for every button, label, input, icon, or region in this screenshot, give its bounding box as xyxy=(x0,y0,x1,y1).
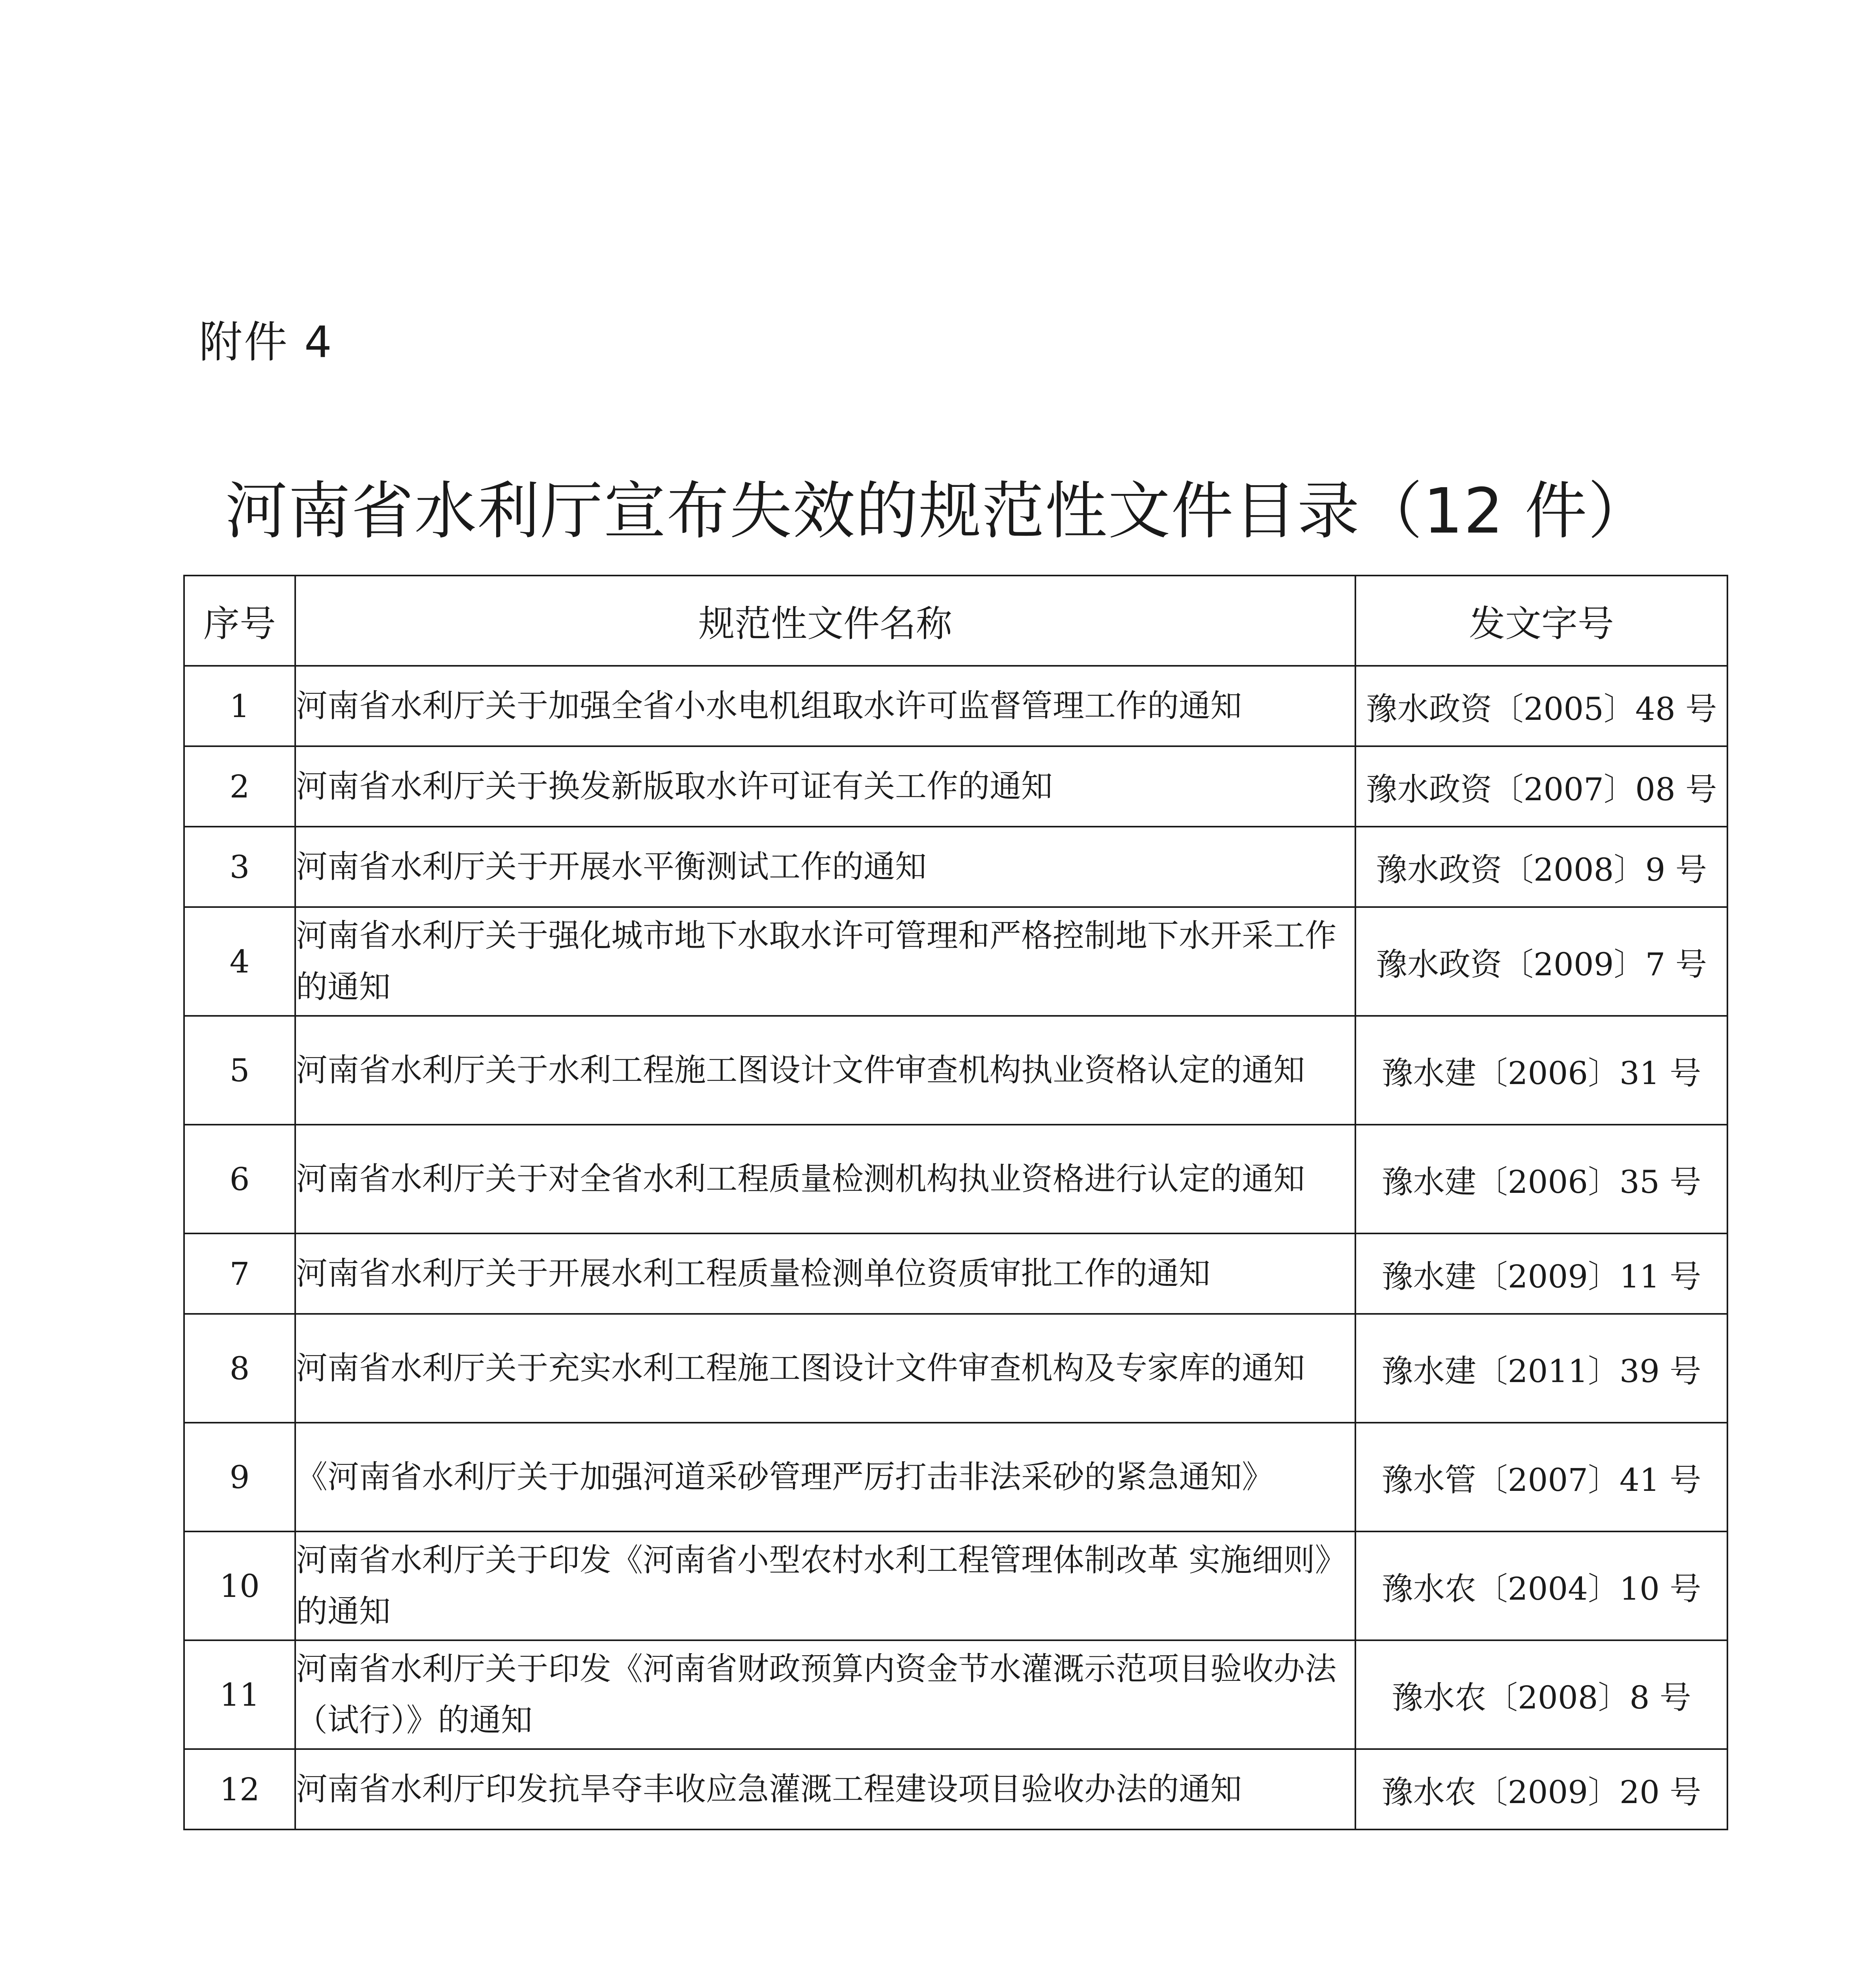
table-row xyxy=(184,746,1727,827)
table-row xyxy=(184,1125,1727,1233)
row-document-name: 河南省水利厅关于加强全省小水电机组取水许可监督管理工作的通知 xyxy=(295,666,1355,746)
row-document-code: 豫水建〔2006〕35 号 xyxy=(1355,1125,1727,1233)
row-document-name: 河南省水利厅印发抗旱夺丰收应急灌溉工程建设项目验收办法的通知 xyxy=(295,1749,1355,1829)
row-document-code: 豫水政资〔2007〕08 号 xyxy=(1355,746,1727,827)
row-document-code: 豫水建〔2006〕31 号 xyxy=(1355,1016,1727,1125)
header-serial-number: 序号 xyxy=(184,576,295,666)
row-document-code: 豫水政资〔2008〕9 号 xyxy=(1355,827,1727,907)
row-document-name: 河南省水利厅关于强化城市地下水取水许可管理和严格控制地下水开采工作的通知 xyxy=(295,907,1355,1016)
row-document-code: 豫水农〔2009〕20 号 xyxy=(1355,1749,1727,1829)
row-serial-number: 9 xyxy=(184,1423,295,1531)
row-serial-number: 12 xyxy=(184,1749,295,1829)
attachment-label: 附件 4 xyxy=(199,317,333,367)
regulation-catalog-table xyxy=(183,575,1728,1830)
row-document-name: 河南省水利厅关于换发新版取水许可证有关工作的通知 xyxy=(295,746,1355,827)
row-document-code: 豫水农〔2008〕8 号 xyxy=(1355,1640,1727,1749)
row-document-code: 豫水政资〔2005〕48 号 xyxy=(1355,666,1727,746)
row-document-name: 河南省水利厅关于对全省水利工程质量检测机构执业资格进行认定的通知 xyxy=(295,1125,1355,1233)
row-serial-number: 5 xyxy=(184,1016,295,1125)
row-serial-number: 1 xyxy=(184,666,295,746)
row-document-name: 河南省水利厅关于水利工程施工图设计文件审查机构执业资格认定的通知 xyxy=(295,1016,1355,1125)
row-document-code: 豫水农〔2004〕10 号 xyxy=(1355,1531,1727,1640)
row-document-name: 河南省水利厅关于印发《河南省财政预算内资金节水灌溉示范项目验收办法（试行）》的通知 xyxy=(295,1640,1355,1749)
row-document-code: 豫水建〔2009〕11 号 xyxy=(1355,1233,1727,1314)
row-serial-number: 3 xyxy=(184,827,295,907)
row-serial-number: 4 xyxy=(184,907,295,1016)
row-document-code: 豫水政资〔2009〕7 号 xyxy=(1355,907,1727,1016)
row-document-code: 豫水建〔2011〕39 号 xyxy=(1355,1314,1727,1423)
header-document-code: 发文字号 xyxy=(1355,576,1727,666)
table-row xyxy=(184,666,1727,746)
row-serial-number: 11 xyxy=(184,1640,295,1749)
row-serial-number: 7 xyxy=(184,1233,295,1314)
table-header-row xyxy=(184,576,1727,666)
row-serial-number: 2 xyxy=(184,746,295,827)
row-serial-number: 10 xyxy=(184,1531,295,1640)
table-row xyxy=(184,1640,1727,1749)
table-row xyxy=(184,1314,1727,1423)
table-row xyxy=(184,907,1727,1016)
row-document-name: 河南省水利厅关于开展水平衡测试工作的通知 xyxy=(295,827,1355,907)
table-row xyxy=(184,1531,1727,1640)
header-document-name: 规范性文件名称 xyxy=(295,576,1355,666)
table-row xyxy=(184,1423,1727,1531)
row-document-name: 河南省水利厅关于开展水利工程质量检测单位资质审批工作的通知 xyxy=(295,1233,1355,1314)
row-serial-number: 8 xyxy=(184,1314,295,1423)
table-row xyxy=(184,1233,1727,1314)
table-row xyxy=(184,1749,1727,1829)
row-document-code: 豫水管〔2007〕41 号 xyxy=(1355,1423,1727,1531)
row-document-name: 河南省水利厅关于充实水利工程施工图设计文件审查机构及专家库的通知 xyxy=(295,1314,1355,1423)
table-row xyxy=(184,827,1727,907)
table-row xyxy=(184,1016,1727,1125)
document-title: 河南省水利厅宣布失效的规范性文件目录（12 件） xyxy=(225,475,1651,548)
row-document-name: 《河南省水利厅关于加强河道采砂管理严厉打击非法采砂的紧急通知》 xyxy=(295,1423,1355,1531)
row-serial-number: 6 xyxy=(184,1125,295,1233)
row-document-name: 河南省水利厅关于印发《河南省小型农村水利工程管理体制改革 实施细则》的通知 xyxy=(295,1531,1355,1640)
